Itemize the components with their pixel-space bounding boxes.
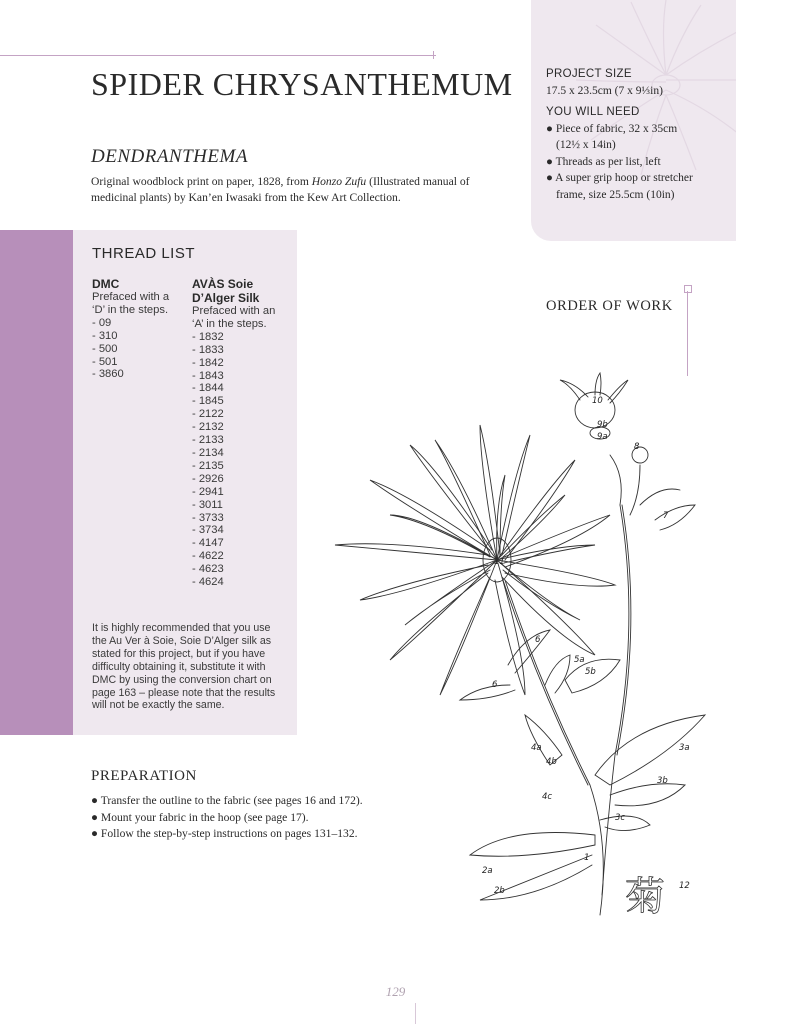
thread-code: - 2926	[192, 472, 224, 485]
step-label: 4c	[542, 792, 553, 802]
step-label: 9b	[597, 420, 608, 430]
thread-list-panel	[73, 230, 297, 735]
materials-item: ● Threads as per list, left	[546, 155, 661, 168]
top-rule-tick	[433, 51, 434, 59]
step-label: 2a	[482, 866, 493, 876]
top-rule	[0, 55, 436, 56]
thread-code: - 3733	[192, 511, 224, 524]
step-label: 5a	[574, 655, 585, 665]
thread-code: - 1844	[192, 382, 224, 395]
page-title: SPIDER CHRYSANTHEMUM	[91, 66, 513, 102]
materials-item: (12½ x 14in)	[556, 139, 616, 151]
step-label: 3c	[615, 813, 626, 823]
thread-code: - 1832	[192, 330, 224, 343]
description-text-end: (Illustrated manual of medicinal plants) by Kan’en Iwasaki from the Kew Art Collection.	[91, 175, 470, 204]
step-label: 11	[494, 557, 505, 567]
project-size-value: 17.5 x 23.5cm (7 x 9⅓in)	[546, 85, 663, 97]
step-label: 5b	[585, 667, 596, 677]
thread-code: - 2135	[192, 459, 224, 472]
thread-code: - 2133	[192, 434, 224, 447]
thread-code: - 2941	[192, 485, 224, 498]
materials-item: ● Piece of fabric, 32 x 35cm	[546, 122, 678, 135]
step-label: 6	[492, 680, 498, 690]
project-size-heading: PROJECT SIZE	[546, 68, 632, 80]
step-label: 12	[679, 881, 690, 891]
chrysanthemum-illustration	[310, 355, 750, 935]
project-info-box	[531, 0, 736, 241]
thread-list-heading: THREAD LIST	[92, 245, 196, 262]
description-text: Original woodblock print on paper, 1828, from	[91, 175, 312, 188]
order-of-work-heading: ORDER OF WORK	[546, 298, 673, 314]
thread-code: - 500	[92, 342, 118, 355]
dmc-code-list	[92, 317, 172, 382]
kanji-character: 菊	[625, 874, 665, 920]
step-label: 4b	[546, 757, 557, 767]
step-label: 4a	[531, 743, 542, 753]
thread-code: - 2134	[192, 446, 224, 459]
preparation-heading: PREPARATION	[91, 768, 197, 784]
project-info-content	[546, 68, 726, 203]
thread-substitution-note: It is highly recommended that you use the Au Ver à Soie, Soie D’Alger silk as stated for this project, but if you have difficulty obtaining it, substitute it with DMC by using the conversion chart on page 163 – please note that the results will not be exactly the same.	[92, 622, 276, 712]
page-number-rule	[415, 1003, 416, 1024]
thread-code: - 2132	[192, 421, 224, 434]
materials-item: ● A super grip hoop or stretcher	[546, 172, 693, 184]
step-label: 7	[663, 511, 669, 521]
thread-code: - 1845	[192, 395, 224, 408]
dmc-column	[92, 277, 172, 381]
thread-code: - 310	[92, 329, 118, 342]
thread-code: - 1843	[192, 369, 224, 382]
dmc-prefix-note: Prefaced with a ‘D’ in the steps.	[92, 291, 170, 316]
preparation-step: ● Transfer the outline to the fabric (see pages 16 and 172).	[91, 794, 363, 807]
order-marker	[684, 285, 692, 293]
preparation-step: ● Follow the step-by-step instructions on pages 131–132.	[91, 827, 358, 840]
thread-code: - 1842	[192, 356, 224, 369]
thread-code: - 4147	[192, 537, 224, 550]
you-will-need-heading: YOU WILL NEED	[546, 105, 640, 118]
step-label: 10	[592, 396, 603, 406]
thread-code: - 3734	[192, 524, 224, 537]
materials-list	[546, 121, 726, 204]
step-label: 3a	[679, 743, 690, 753]
thread-code: - 4624	[192, 576, 224, 589]
step-label: 6	[535, 635, 541, 645]
avas-prefix-note: Prefaced with an ‘A’ in the steps.	[192, 305, 276, 330]
thread-code: - 3011	[192, 498, 223, 511]
thread-code: - 501	[92, 355, 118, 368]
description-book-title: Honzo Zufu	[311, 175, 367, 188]
step-label: 2b	[494, 886, 505, 896]
thread-code: - 4622	[192, 550, 224, 563]
dmc-heading: DMC	[92, 277, 120, 291]
avas-code-list	[192, 331, 287, 589]
thread-code: - 1833	[192, 343, 224, 356]
step-label: 8	[634, 442, 640, 452]
step-label: 9a	[597, 432, 608, 442]
description	[91, 174, 491, 206]
materials-item: frame, size 25.5cm (10in)	[556, 188, 675, 201]
latin-name: DENDRANTHEMA	[91, 146, 248, 167]
thread-code: - 2122	[192, 408, 224, 421]
step-label: 1	[584, 853, 590, 863]
preparation-step: ● Mount your fabric in the hoop (see page 17).	[91, 810, 309, 824]
page-number: 129	[385, 984, 406, 999]
thread-code: - 4623	[192, 563, 224, 576]
step-label: 3b	[657, 776, 668, 786]
preparation-steps	[91, 793, 421, 843]
avas-column	[192, 277, 287, 589]
thread-list-accent-bar	[0, 230, 73, 735]
thread-code: - 3860	[92, 368, 124, 381]
avas-heading: AVÀS Soie D’Alger Silk	[192, 277, 260, 305]
thread-code: - 09	[92, 316, 112, 329]
